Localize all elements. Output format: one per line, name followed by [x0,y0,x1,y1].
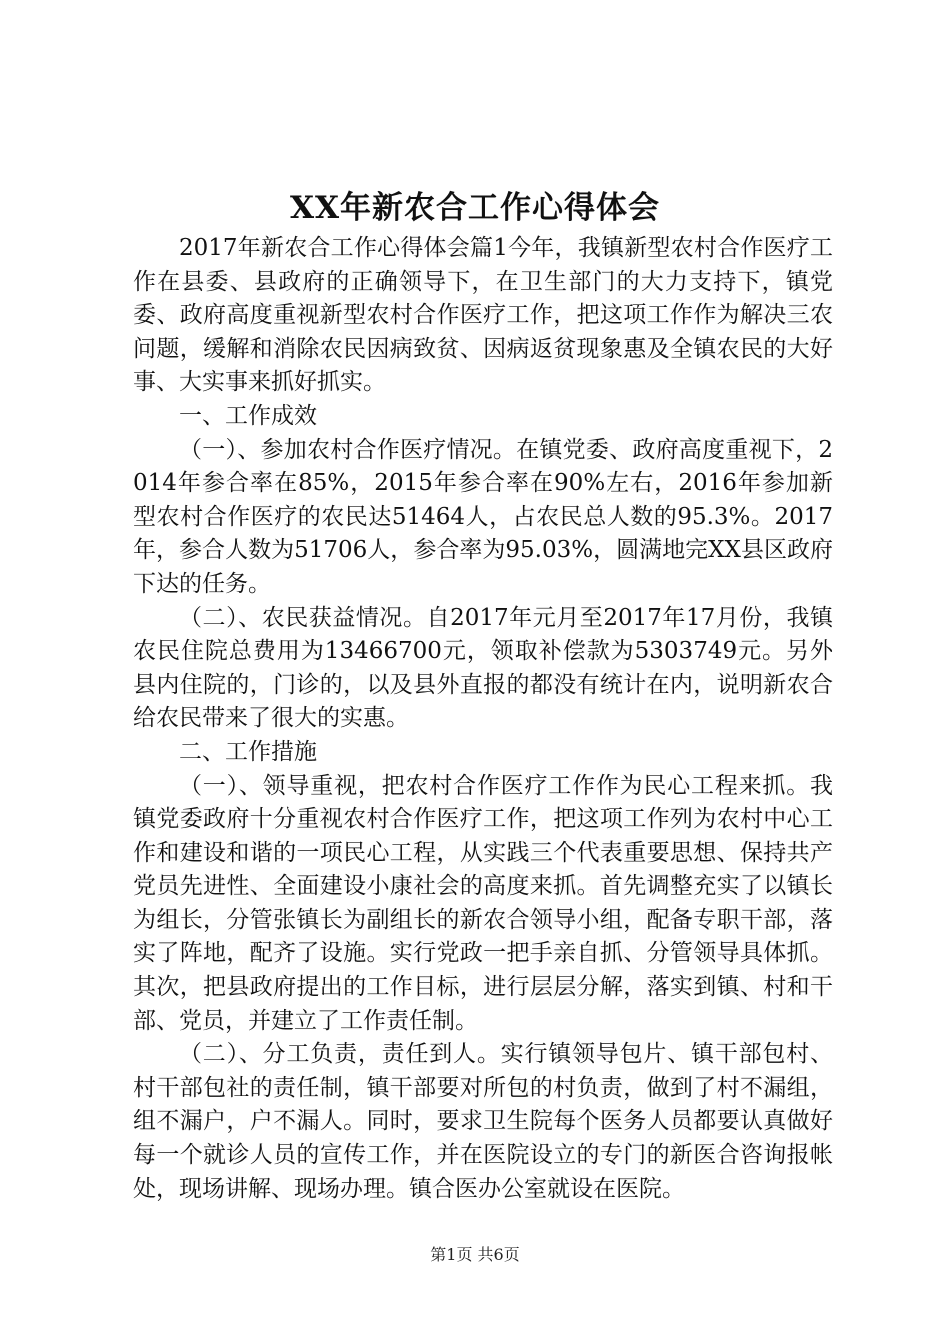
section-heading-results: 一、工作成效 [179,402,317,429]
paragraph-intro: 2017年新农合工作心得体会篇1今年，我镇新型农村合作医疗工作在县委、县政府的正确领导下，在卫生部门的大力支持下，镇党委、政府高度重视新型农村合作医疗工作，把这项工作作为解决三农问题，缓解和消除农民因病致贫、因病返贫现象惠及全镇农民的大好事、大实事来抓好抓实。 [133,235,833,396]
document-title: XX年新农合工作心得体会 [289,190,661,226]
document-body [133,232,833,1206]
paragraph-responsibility: （二）、分工负责，责任到人。实行镇领导包片、镇干部包村、村干部包社的责任制，镇干部要对所包的村负责，做到了村不漏组，组不漏户，户不漏人。同时，要求卫生院每个医务人员都要认真做好每一个就诊人员的宣传工作，并在医院设立的专门的新医合咨询报帐处，现场讲解、现场办理。镇合医办公室就设在医院。 [133,1041,833,1202]
paragraph-leadership: （一）、领导重视，把农村合作医疗工作作为民心工程来抓。我镇党委政府十分重视农村合作医疗工作，把这项工作列为农村中心工作和建设和谐的一项民心工程，从实践三个代表重要思想、保持共产党员先进性、全面建设小康社会的高度来抓。首先调整充实了以镇长为组长，分管张镇长为副组长的新农合领导小组，配备专职干部，落实了阵地，配齐了设施。实行党政一把手亲自抓、分管领导具体抓。其次，把县政府提出的工作目标，进行层层分解，落实到镇、村和干部、党员，并建立了工作责任制。 [133,772,833,1034]
page-footer: 第1页 共6页 [430,1245,520,1264]
paragraph-benefits: （二）、农民获益情况。自2017年元月至2017年17月份，我镇农民住院总费用为13466700元，领取补偿款为5303749元。另外县内住院的，门诊的，以及县外直报的都没有统计在内，说明新农合给农民带来了很大的实惠。 [133,604,833,732]
paragraph-participation: （一）、参加农村合作医疗情况。在镇党委、政府高度重视下，2014年参合率在85%，2015年参合率在90%左右，2016年参加新型农村合作医疗的农民达51464人，占农民总人数的95.3%。2017年，参合人数为51706人，参合率为95.03%，圆满地完XX县区政府下达的任务。 [133,436,833,597]
section-heading-measures: 二、工作措施 [179,738,317,765]
